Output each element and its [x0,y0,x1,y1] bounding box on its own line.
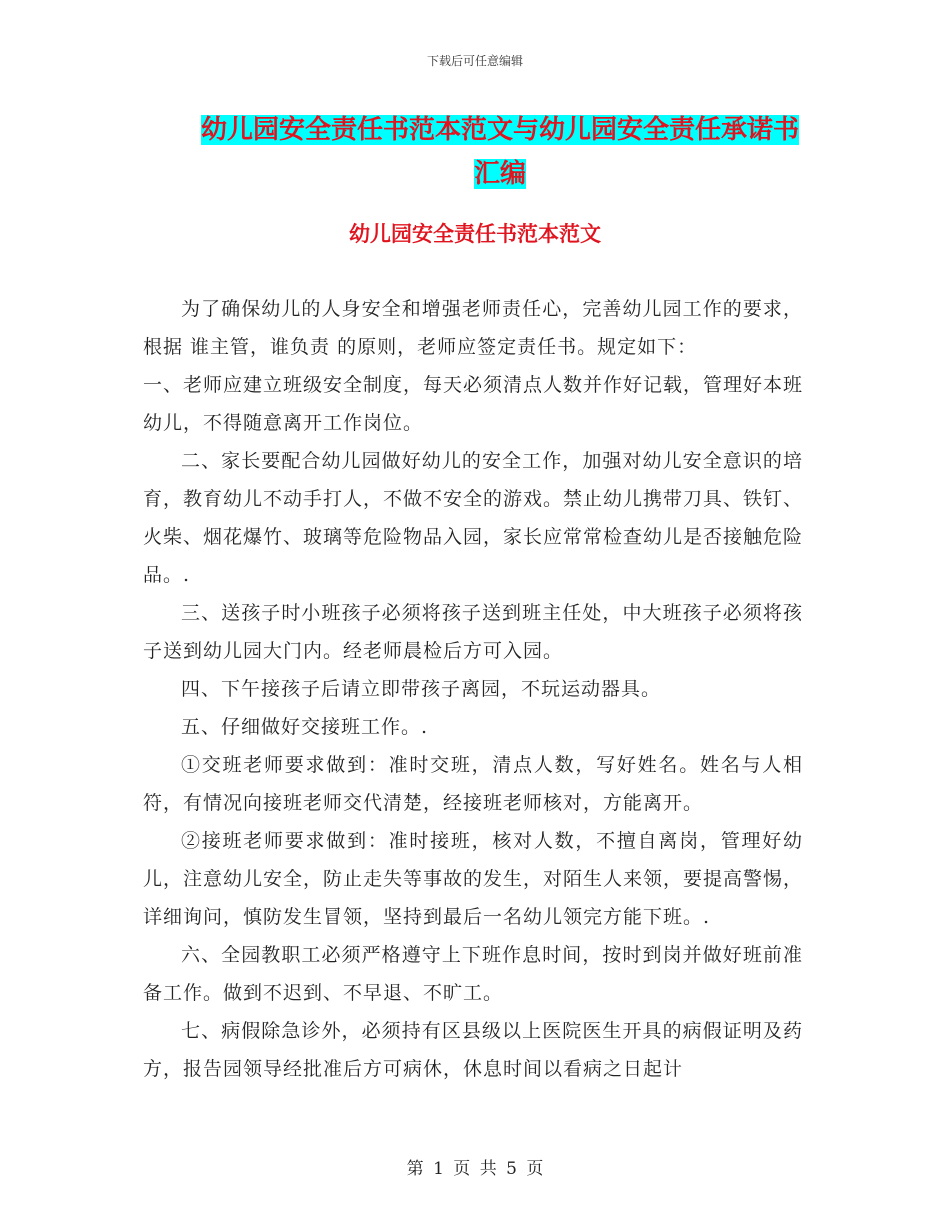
section-heading: 幼儿园安全责任书范本范文 [349,222,601,246]
paragraph-intro: 为了确保幼儿的人身安全和增强老师责任心，完善幼儿园工作的要求，根据 谁主管，谁负责 的原则，老师应签定责任书。规定如下： [143,298,803,358]
paragraph-rule-5-item-1: ①交班老师要求做到：准时交班，清点人数，写好姓名。姓名与人相符，有情况向接班老师交代清楚，经接班老师核对，方能离开。 [143,754,803,814]
paragraph-rule-4: 四、下午接孩子后请立即带孩子离园，不玩运动器具。 [181,678,662,700]
document-title [190,108,810,196]
document-title-line-2: 汇编 [473,159,526,189]
paragraph-rule-2: 二、家长要配合幼儿园做好幼儿的安全工作，加强对幼儿安全意识的培育，教育幼儿不动手打人，不做不安全的游戏。禁止幼儿携带刀具、铁钉、火柴、烟花爆竹、玻璃等危险物品入园，家长应常常检查幼儿是否接触危险品。. [143,450,804,586]
paragraph-rule-6: 六、全园教职工必须严格遵守上下班作息时间，按时到岗并做好班前准备工作。做到不迟到、不早退、不旷工。 [143,944,803,1004]
document-title-line-1: 幼儿园安全责任书范本范文与幼儿园安全责任承诺书 [200,115,799,145]
paragraph-rule-5-item-2: ②接班老师要求做到：准时接班，核对人数，不擅自离岗，管理好幼儿，注意幼儿安全，防止走失等事故的发生，对陌生人来领，要提高警惕，详细询问，慎防发生冒领，坚持到最后一名幼儿领完方能下班。. [143,830,804,928]
document-body [143,290,803,1088]
paragraph-rule-1: 一、老师应建立班级安全制度，每天必须清点人数并作好记载，管理好本班幼儿，不得随意离开工作岗位。 [143,374,804,434]
page-header-note: 下载后可任意编辑 [426,54,523,68]
page-number: 第 1 页 共 5 页 [406,1159,544,1179]
paragraph-rule-3: 三、送孩子时小班孩子必须将孩子送到班主任处，中大班孩子必须将孩子送到幼儿园大门内。经老师晨检后方可入园。 [143,602,803,662]
paragraph-rule-7: 七、病假除急诊外，必须持有区县级以上医院医生开具的病假证明及药方，报告园领导经批准后方可病休，休息时间以看病之日起计 [143,1020,803,1080]
paragraph-rule-5: 五、仔细做好交接班工作。. [181,716,429,738]
